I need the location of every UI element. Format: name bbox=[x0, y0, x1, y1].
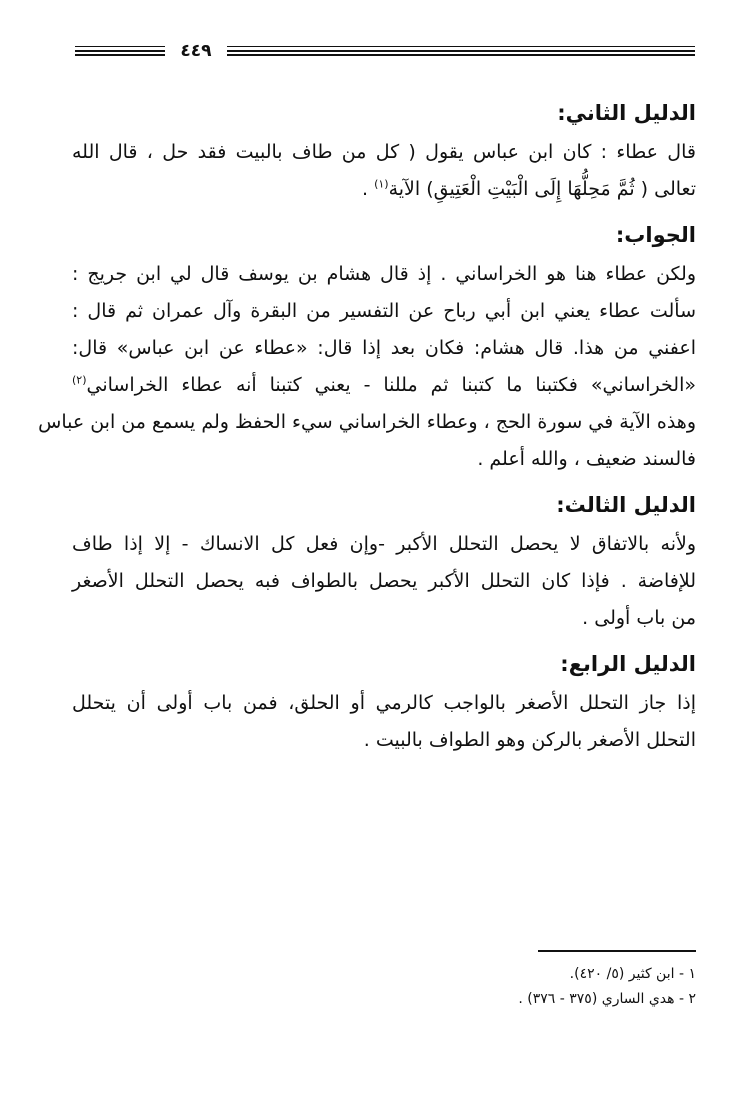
section-heading: الدليل الثالث: bbox=[556, 493, 696, 517]
paragraph-line: من باب أولى . bbox=[582, 607, 696, 629]
section-paragraph bbox=[72, 134, 696, 208]
section-heading: الدليل الرابع: bbox=[560, 652, 696, 676]
section-third-evidence bbox=[72, 490, 696, 637]
paragraph-line-text: «الخراساني» فكتبنا ما كتبنا ثم مللنا - يعني كتبنا أنه عطاء الخراساني bbox=[86, 374, 696, 396]
section-heading: الجواب: bbox=[615, 223, 696, 247]
section-paragraph bbox=[72, 685, 696, 759]
footnote-ref: (١) bbox=[374, 177, 389, 191]
paragraph-line: قال عطاء : كان ابن عباس يقول ( كل من طاف بالبيت فقد حل ، قال الله bbox=[72, 141, 696, 163]
section-heading: الدليل الثاني: bbox=[557, 101, 696, 125]
paragraph-line: وهذه الآية في سورة الحج ، وعطاء الخراساني سيء الحفظ ولم يسمع من ابن عباس bbox=[38, 411, 696, 433]
paragraph-line: ولكن عطاء هنا هو الخراساني . إذ قال هشام بن يوسف قال لي ابن جريج : bbox=[72, 263, 696, 285]
section-paragraph bbox=[72, 526, 696, 637]
page-body bbox=[38, 98, 696, 759]
paragraph-line: ولأنه بالاتفاق لا يحصل التحلل الأكبر -وإن فعل كل الانساك - إلا إذا طاف bbox=[72, 533, 696, 555]
header-rule-right bbox=[227, 50, 695, 52]
section-second-evidence bbox=[72, 98, 696, 208]
footnote-item: ٢ - هدي الساري (٣٧٥ - ٣٧٦) . bbox=[518, 991, 696, 1007]
paragraph-line: إذا جاز التحلل الأصغر بالواجب كالرمي أو الحلق، فمن باب أولى أن يتحلل bbox=[72, 692, 696, 714]
paragraph-line: التحلل الأصغر بالركن وهو الطواف بالبيت . bbox=[363, 729, 696, 751]
paragraph-line bbox=[72, 367, 696, 404]
section-fourth-evidence bbox=[72, 649, 696, 759]
page-header bbox=[75, 41, 695, 63]
paragraph-line-text: . bbox=[361, 178, 369, 200]
paragraph-line: فالسند ضعيف ، والله أعلم . bbox=[477, 448, 696, 470]
footnote-ref: (٢) bbox=[72, 373, 87, 387]
paragraph-line-text: تعالى ( ثُمَّ مَحِلُّهَا إِلَى الْبَيْتِ الْعَتِيقِ) الآية bbox=[388, 178, 696, 200]
footnote-divider bbox=[538, 950, 696, 952]
header-rule-left bbox=[75, 50, 165, 52]
paragraph-line: للإفاضة . فإذا كان التحلل الأكبر يحصل بالطواف فبه يحصل التحلل الأصغر bbox=[72, 570, 696, 592]
section-paragraph bbox=[38, 256, 696, 478]
paragraph-line bbox=[72, 171, 696, 208]
section-answer bbox=[38, 220, 696, 478]
footnotes bbox=[72, 950, 696, 1012]
footnote-item: ١ - ابن كثير (٥/ ٤٢٠). bbox=[569, 966, 696, 982]
page-number: ٤٤٩ bbox=[180, 41, 212, 61]
paragraph-line: اعفني من هذا. قال هشام: فكان بعد إذا قال: «عطاء عن ابن عباس» قال: bbox=[72, 337, 696, 359]
paragraph-line: سألت عطاء يعني ابن أبي رباح عن التفسير من البقرة وآل عمران ثم قال : bbox=[72, 300, 696, 322]
